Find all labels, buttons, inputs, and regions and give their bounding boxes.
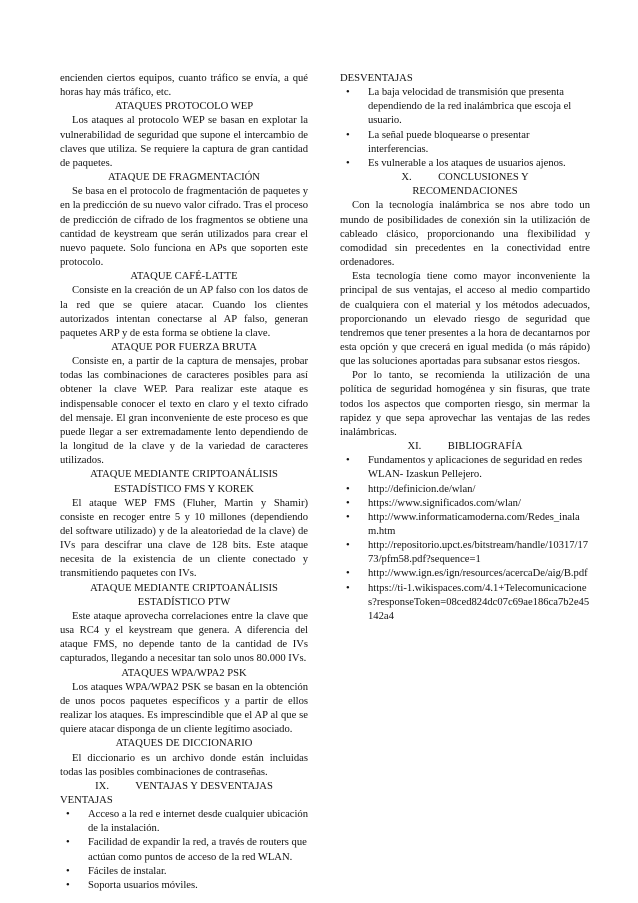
bullet-icon: • xyxy=(66,809,70,821)
list-item: • La señal puede bloquearse o presentar interferencias. xyxy=(346,129,530,155)
bullet-icon: • xyxy=(346,582,350,594)
heading-ptw-line1: ATAQUE MEDIANTE CRIPTOANÁLISIS xyxy=(90,582,278,594)
heading-cafe-latte: ATAQUE CAFÉ-LATTE xyxy=(130,271,238,283)
paragraph-wpa: Los ataques WPA/WPA2 PSK se basan en la obtención de unos pocos paquetes específicos y a partir de ellos realizar los ataques. Es imprescindible que el AP al que se quiere atacar disponga de un cliente legítimo asociado. xyxy=(60,681,308,736)
paragraph-ptw: Este ataque aprovecha correlaciones entre la clave que usa RC4 y el keystream que genera. A diferencia del ataque FMS, no depende tanto de la cantidad de IVs capturados, llegando a necesitar tan solo unos 80.000 IVs. xyxy=(60,610,308,665)
list-item: • Es vulnerable a los ataques de usuarios ajenos. xyxy=(340,157,590,171)
bullet-icon: • xyxy=(346,129,350,141)
label-desventajas: DESVENTAJAS xyxy=(340,73,413,84)
heading-fms-line1: ATAQUE MEDIANTE CRIPTOANÁLISIS xyxy=(90,469,278,481)
heading-ptw-line2: ESTADÍSTICO PTW xyxy=(137,596,231,608)
label-ventajas: VENTAJAS xyxy=(60,794,113,806)
bibliography-list xyxy=(340,454,590,624)
heading-fragmentacion: ATAQUE DE FRAGMENTACIÓN xyxy=(108,172,260,184)
bullet-icon: • xyxy=(346,87,350,99)
list-item: • Facilidad de expandir la red, a través de routers que actúan como puntos de acceso de la red WLAN. xyxy=(66,837,307,863)
reference-link[interactable]: • https://www.significados.com/wlan/ xyxy=(340,497,590,511)
bullet-icon: • xyxy=(66,837,70,849)
right-column xyxy=(340,72,590,624)
paragraph: encienden ciertos equipos, cuanto tráfico se envía, a qué horas hay más tráfico, etc. xyxy=(60,73,308,99)
bullet-icon: • xyxy=(66,879,70,891)
paragraph-fuerza-bruta: Consiste en, a partir de la captura de mensajes, probar todas las combinaciones de caracteres posibles para así obtener la clave WEP. Para realizar este ataque es indispensable conocer el texto en claro y el texto cifrado del mensaje. El gran inconveniente de este proceso es que puede llegar a ser extremadamente lento dependiendo de la longitud de la clave y de la variedad de caracteres utilizados. xyxy=(60,356,308,467)
left-column xyxy=(60,72,308,893)
reference-item: • Fundamentos y aplicaciones de seguridad en redes WLAN- Izaskun Pellejero. xyxy=(346,455,583,481)
list-item: • Soporta usuarios móviles. xyxy=(60,879,308,893)
bullet-icon: • xyxy=(346,540,350,552)
reference-link[interactable]: • http://www.ign.es/ign/resources/acercaDe/aig/B.pdf xyxy=(340,567,590,581)
paragraph-conclusiones-2: Esta tecnología tiene como mayor inconveniente la principal de sus ventajas, el acceso al medio compartido de cualquiera con el material y los métodos adecuados, proporcionando un elevado riesgo de seguridad que tendremos que tener presentes a la hora de decantarnos por esta opción y que crecerá en igual medida (o más rápido) que las soluciones aportadas para subsanar estos riesgos. xyxy=(340,271,590,368)
heading-wep: ATAQUES PROTOCOLO WEP xyxy=(114,101,254,113)
bullet-icon: • xyxy=(346,455,350,467)
reference-link[interactable]: • http://repositorio.upct.es/bitstream/handle/10317/1773/pfm58.pdf?sequence=1 xyxy=(346,540,589,566)
list-item: • Fáciles de instalar. xyxy=(60,865,308,879)
heading-wpa: ATAQUES WPA/WPA2 PSK xyxy=(121,667,247,679)
heading-diccionario: ATAQUES DE DICCIONARIO xyxy=(115,738,253,750)
bullet-icon: • xyxy=(346,568,350,580)
heading-fuerza-bruta: ATAQUE POR FUERZA BRUTA xyxy=(111,341,257,353)
heading-ventajas-desventajas: IX. VENTAJAS Y DESVENTAJAS xyxy=(95,780,273,792)
reference-link[interactable]: • https://ti-1.wikispaces.com/4.1+Telecomunicaciones?responseToken=08ced824dc07c69ae186ca7b2e45142a4 xyxy=(346,582,590,622)
paragraph-wep: Los ataques al protocolo WEP se basan en explotar la vulnerabilidad de seguridad que supone el intercambio de claves que utiliza. Se requiere la captura de gran cantidad de paquetes. xyxy=(60,115,308,169)
reference-link[interactable]: • http://www.informaticamoderna.com/Redes_inalam.htm xyxy=(346,511,580,537)
ventajas-list xyxy=(60,808,308,893)
paragraph-fragmentacion: Se basa en el protocolo de fragmentación de paquetes y en la predicción de su nuevo valor cifrado. Tras el proceso de predicción de cifrado de los fragmentos se obtiene una cantidad de keystream que serán utilizados para crear el nuevo paquete. Solo funciona en APs que soporten este protocolo. xyxy=(60,186,308,269)
bullet-icon: • xyxy=(346,511,350,523)
paragraph-diccionario: El diccionario es un archivo donde están incluidas todas las posibles combinaciones de contraseñas. xyxy=(60,752,308,778)
heading-fms-line2: ESTADÍSTICO FMS Y KOREK xyxy=(114,483,254,495)
heading-conclusiones-line1: X. CONCLUSIONES Y xyxy=(401,172,529,184)
bullet-icon: • xyxy=(66,865,70,877)
paragraph-conclusiones-1: Con la tecnología inalámbrica se nos abre todo un mundo de posibilidades de conexión sin la utilización de cableado clásico, proporcionando una flexibilidad y comodidad sin precedentes en la conectividad entre ordenadores. xyxy=(340,200,590,269)
list-item: • Acceso a la red e internet desde cualquier ubicación de la instalación. xyxy=(66,809,309,835)
bullet-icon: • xyxy=(346,483,350,495)
desventajas-list xyxy=(340,86,590,171)
list-item: • La baja velocidad de transmisión que presenta dependiendo de la red inalámbrica que escoja el usuario. xyxy=(346,87,572,127)
bullet-icon: • xyxy=(346,157,350,169)
heading-bibliografia: XI. BIBLIOGRAFÍA xyxy=(407,441,523,453)
heading-conclusiones-line2: RECOMENDACIONES xyxy=(412,186,518,198)
paragraph-fms: El ataque WEP FMS (Fluher, Martin y Shamir) consiste en recoger entre 5 y 10 millones (dependiendo del software utilizado) y de la aleatoriedad de la clave) de IVs para descifrar una clave de 128 bits. Este ataque necesita de la existencia de un cliente conectado y transmitiendo paquetes con IVs. xyxy=(60,497,308,580)
paragraph-cafe-latte: Consiste en la creación de un AP falso con los datos de la red que se quiere atacar. Cuando los clientes autorizados intentan conectarse al AP falso, generan paquetes ARP y de esta forma se obtiene la clave. xyxy=(60,285,308,339)
paragraph-conclusiones-3: Por lo tanto, se recomienda la utilización de una política de seguridad homogénea y sin fisuras, que trate todos los aspectos que comporten riesgo, sin mermar la rapidez y que sepa aprovechar las ventajas de las redes inalámbricas. xyxy=(340,370,590,438)
bullet-icon: • xyxy=(346,497,350,509)
reference-link[interactable]: • http://definicion.de/wlan/ xyxy=(340,483,590,497)
